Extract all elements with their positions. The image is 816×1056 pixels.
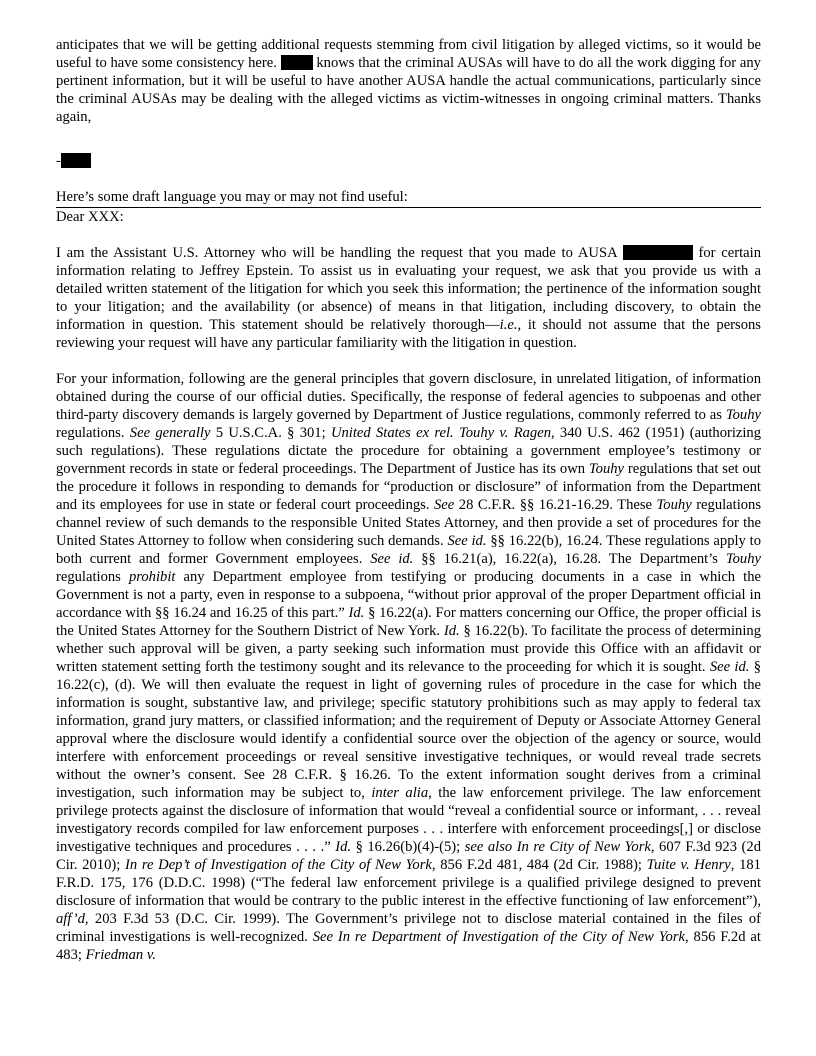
text-segment: , 181 F.R.D. 175, 176 (D.D.C. 1998) (“The federal law enforcement privilege is a qualified privilege designed to prevent disclosure of information that would be contrary to the public interest in the effective functioning of law enforcement”), <box>56 857 761 909</box>
text-segment: 5 U.S.C.A. § 301; <box>215 425 326 441</box>
text-segment: In re Dep’t of Investigation of the City of New York <box>125 857 432 873</box>
text-segment: 28 C.F.R. §§ 16.21-16.29. These <box>458 497 653 513</box>
text-segment: i.e. <box>499 317 518 333</box>
text-segment: United States ex rel. Touhy v. Ragen <box>330 425 551 441</box>
text-segment: § 16.22(a). For matters concerning our Office, the proper official is the United States Attorney for the Southern District of New York. <box>56 605 761 639</box>
text-segment: - <box>56 153 61 169</box>
text-segment: See generally <box>129 425 211 441</box>
text-segment: aff’d <box>56 911 85 927</box>
text-segment: Touhy <box>588 461 625 477</box>
text-segment: , 340 U.S. 462 (1951) (authorizing such regulations). These regulations dictate the procedure for obtaining a government employee’s testimony or government records in state or federal proceedings. The Department of Justice has its own <box>56 425 762 477</box>
text-segment: Tuite v. Henry <box>646 857 731 873</box>
text-segment: §§ 16.22(b), 16.24. These regulations apply to both current and former Government employees. <box>56 533 762 567</box>
text-segment: see also In re City of New York <box>464 839 651 855</box>
text-segment: , it should not assume that the persons reviewing your request will have any particular familiarity with the litigation in question. <box>56 317 761 351</box>
text-segment: regulations that set out the procedure it follows in responding to demands for “production or disclosure” of information from the Department and its employees for use in state or federal court proceedings. <box>56 461 761 513</box>
text-segment: See id. <box>370 551 414 567</box>
text-segment: For your information, following are the general principles that govern disclosure, in unrelated litigation, of information obtained during the course of our official duties. Specifically, the response of federal agencies to subpoenas and other third-party discovery demands is largely governed by Department of Justice regulations, commonly referred to as <box>56 371 761 423</box>
text-segment: knows that the criminal AUSAs will have to do all the work digging for any pertinent information, but it will be useful to have another AUSA handle the actual communications, particularly since the criminal AUSAs may be dealing with the alleged victims as victim-witnesses in ongoing criminal matters. Thanks again, <box>56 55 761 125</box>
text-segment: regulations <box>56 569 121 585</box>
text-segment: §§ 16.21(a), 16.22(a), 16.28. The Department’s <box>421 551 718 567</box>
text-segment: regulations. <box>56 425 125 441</box>
text-segment: , 607 F.3d 923 (2d Cir. 2010); <box>56 839 761 873</box>
text-segment: any Department employee from testifying or producing documents in a case in which the Government is not a party, even in response to a subpoena, “without prior approval of the proper Department official in accordance with §§ 16.24 and 16.25 of this part.” <box>56 569 761 621</box>
text-segment: Touhy <box>656 497 692 513</box>
text-segment: Friedman v. <box>85 947 156 963</box>
salutation: Dear XXX: <box>56 209 124 225</box>
text-segment: Id. <box>348 605 365 621</box>
text-segment: Id. <box>335 839 352 855</box>
text-segment: I am the Assistant U.S. Attorney who will be handling the request that you made to AUSA <box>56 245 617 261</box>
text-segment: See id. <box>447 533 487 549</box>
text-segment: , 203 F.3d 53 (D.C. Cir. 1999). The Government’s privilege not to disclose material contained in the files of criminal investigations is well-recognized. <box>56 911 761 945</box>
text-segment: inter alia <box>371 785 429 801</box>
text-segment: , the law enforcement privilege. The law enforcement privilege protects against the disclosure of information that would “reveal a confidential source or informant, . . . reveal investigatory records compiled for law enforcement purposes . . . interfere with enforcement proceedings[,] or disclose investigative techniques and procedures . . . .” <box>56 785 761 855</box>
text-segment: § 16.26(b)(4)-(5); <box>355 839 461 855</box>
text-segment: See In re Department of Investigation of the City of New York <box>312 929 685 945</box>
text-segment: § 16.22(b). To facilitate the process of determining whether such approval will be given, a party seeking such information must provide this Office with an affidavit or written statement setting forth the testimony sought and its relevance to the proceeding for which it is sought. <box>56 623 761 675</box>
text-segment: regulations channel review of such demands to the responsible United States Attorney, and then provide a set of procedures for the United States Attorney to follow when considering such demands. <box>56 497 762 549</box>
text-segment: § 16.22(c), (d). We will then evaluate the request in light of governing rules of procedure in the case for which the information is sought, substantive law, and privilege; specific statutory prohibitions such as may apply to federal tax information, grand jury matters, or classified information; and the requirement of Deputy or Associate Attorney General approval where the disclosure would identify a confidential source over the objection of the agency or source, would interfere with enforcement proceedings or reveal sensitive investigative techniques, or would reveal trade secrets without the owner’s consent. See 28 C.F.R. § 16.26. To the extent information sought derives from a criminal investigation, such information may be subject to, <box>56 659 762 801</box>
text-segment: , 856 F.2d 481, 484 (2d Cir. 1988); <box>431 857 642 873</box>
text-segment: Touhy <box>725 407 761 423</box>
signature <box>56 152 761 170</box>
text-segment: for certain information relating to Jeffrey Epstein. To assist us in evaluating your request, we ask that you provide us with a detailed written statement of the litigation for which you seek this information; the pertinence of the information sought to your litigation; and the availability (or absence) of means in that litigation, including discovery, to obtain the information in question. This statement should be relatively thorough— <box>56 245 761 333</box>
redaction-block <box>623 245 693 260</box>
text-segment: Id. <box>443 623 460 639</box>
intro-paragraph <box>56 36 761 126</box>
body-paragraph-2 <box>56 370 761 964</box>
text-segment: prohibit <box>128 569 176 585</box>
redaction-block <box>281 55 313 70</box>
text-segment: See <box>434 497 455 513</box>
text-segment: Touhy <box>725 551 761 567</box>
draft-intro: Here’s some draft language you may or may not find useful: <box>56 189 408 205</box>
text-segment: See id. <box>709 659 750 675</box>
body-paragraph-1 <box>56 244 761 352</box>
redaction-block <box>61 153 91 168</box>
text-segment: anticipates that we will be getting additional requests stemming from civil litigation by alleged victims, so it would be useful to have some consistency here. <box>56 37 761 71</box>
email-document <box>56 36 761 964</box>
text-segment: , 856 F.2d at 483; <box>56 929 761 963</box>
